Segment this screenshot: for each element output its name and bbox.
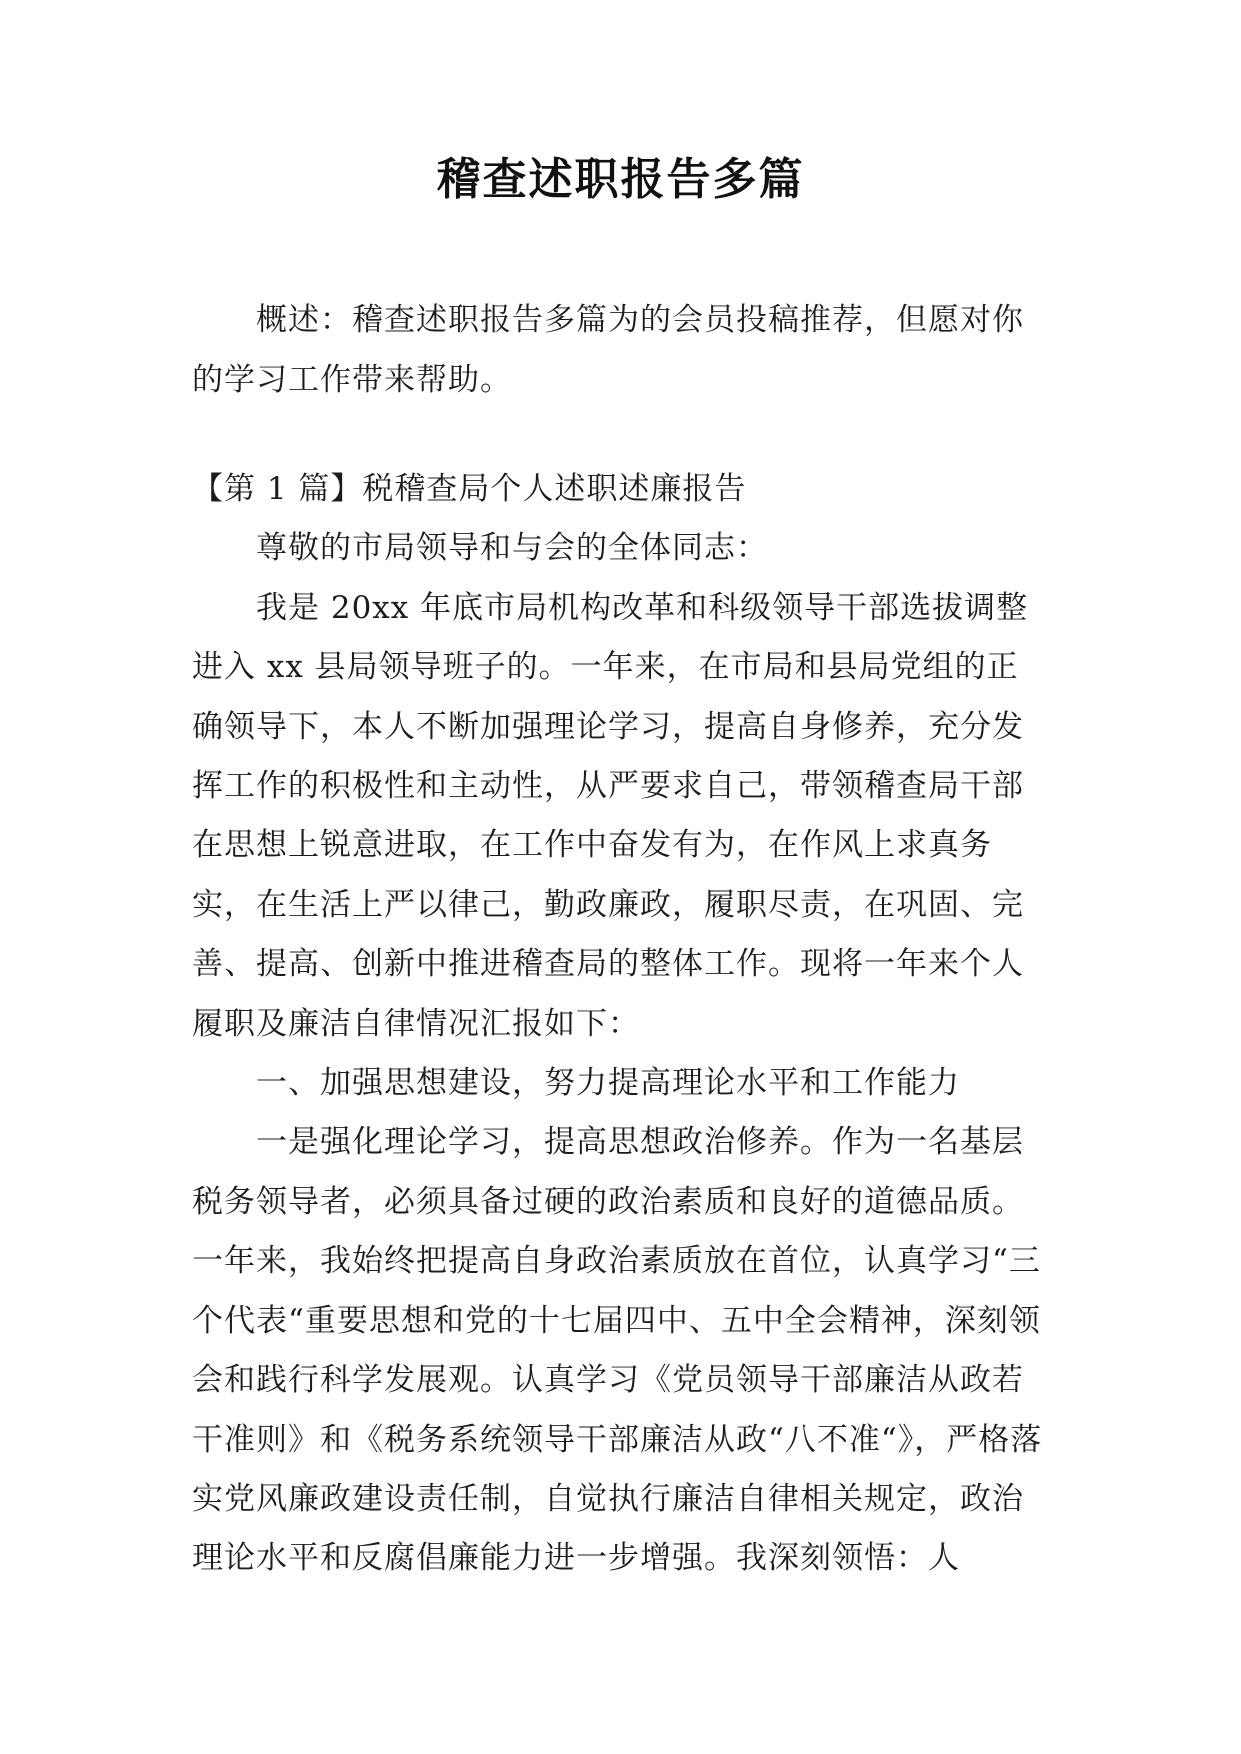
document-body [192,460,1050,1589]
summary-block [192,290,1050,410]
salutation-paragraph: 尊敬的市局领导和与会的全体同志： [256,530,768,567]
subheading-paragraph: 一、加强思想建设，努力提高理论水平和工作能力 [256,1065,960,1102]
body-paragraph: 一是强化理论学习，提高思想政治修养。作为一名基层税务领导者，必须具备过硬的政治素质和良好的道德品质。一年来，我始终把提高自身政治素质放在首位，认真学习“三个代表“重要思想和党的十七届四中、五中全会精神，深刻领会和践行科学发展观。认真学习《党员领导干部廉洁从政若干准则》和《税务系统领导干部廉洁从政“八不准“》，严格落实党风廉政建设责任制，自觉执行廉洁自律相关规定，政治理论水平和反腐倡廉能力进一步增强。我深刻领悟：人 [192,1124,1043,1577]
section-heading: 【第 1 篇】税稽查局个人述职述廉报告 [192,471,747,507]
intro-paragraph: 我是 20xx 年底市局机构改革和科级领导干部选拔调整进入 xx 县局领导班子的。一年来，在市局和县局党组的正确领导下，本人不断加强理论学习，提高自身修养，充分发挥工作的积极性和主动性，从严要求自己，带领稽查局干部在思想上锐意进取，在工作中奋发有为，在作风上求真务实，在生活上严以律己，勤政廉政，履职尽责，在巩固、完善、提高、创新中推进稽查局的整体工作。现将一年来个人履职及廉洁自律情况汇报如下： [192,589,1029,1042]
summary-paragraph: 概述：稽查述职报告多篇为的会员投稿推荐，但愿对你的学习工作带来帮助。 [192,302,1024,398]
document-title: 稽查述职报告多篇 [436,154,805,205]
